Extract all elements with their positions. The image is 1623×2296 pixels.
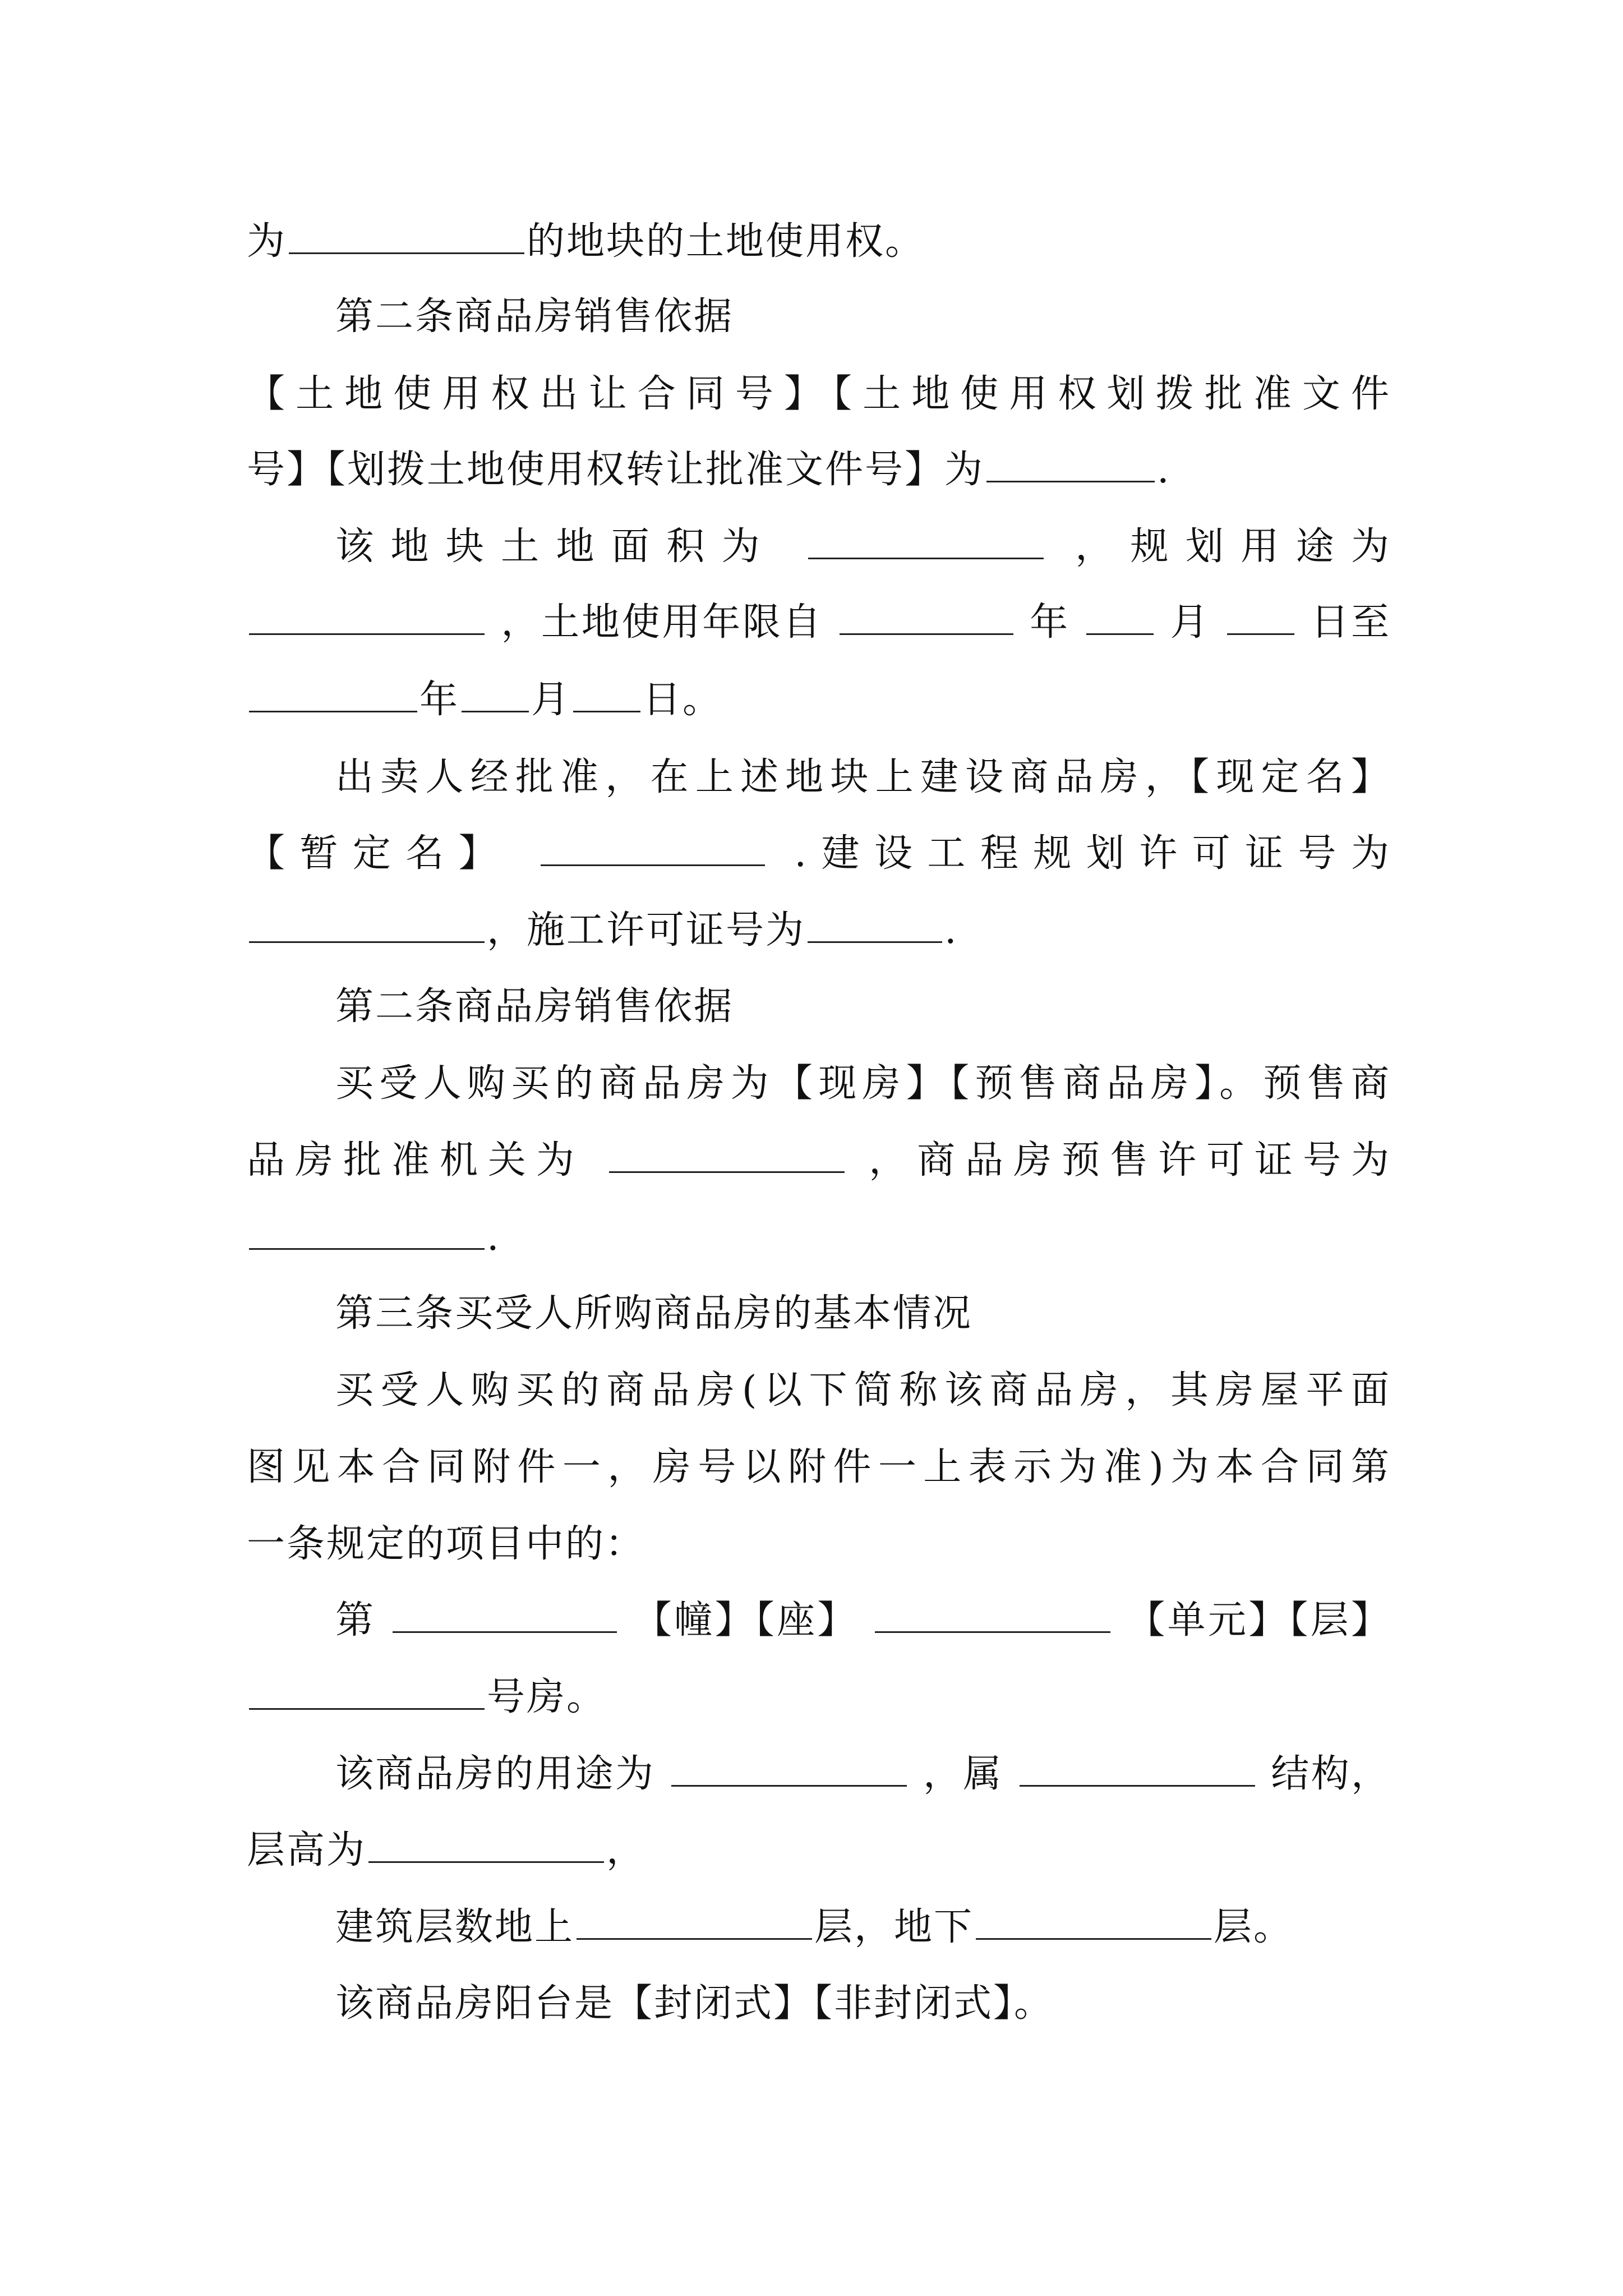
text: 为 (247, 219, 287, 264)
text: 号】【划拨土地使用权转让批准文件号】为 (247, 448, 985, 492)
blank-line (1020, 1750, 1255, 1787)
text: . (944, 908, 958, 953)
text: . (487, 1215, 501, 1259)
para-line (247, 1825, 1391, 1876)
para-line (335, 1902, 1391, 1953)
text: 结构， (1271, 1752, 1391, 1796)
blank-line (249, 1213, 485, 1250)
para-line: 【土地使用权出让合同号】【土地使用权划拨批准文件 (247, 372, 1391, 416)
blank-line (986, 446, 1155, 482)
text: 月 (1170, 600, 1211, 645)
para-line: 图见本合同附件一，房号以附件一上表示为准)为本合同第 (247, 1445, 1391, 1489)
text: 月 (531, 678, 571, 722)
text: ， (606, 1828, 647, 1872)
text: ，土地使用年限自 (501, 600, 823, 645)
text: 的地块的土地使用权。 (527, 219, 925, 264)
text: 年 (419, 678, 460, 722)
blank-line (808, 907, 942, 943)
blank-line (976, 1903, 1211, 1940)
text: 号房。 (487, 1675, 607, 1719)
para-line: 出卖人经批准，在上述地块上建设商品房，【现定名】 (335, 755, 1391, 799)
blank-line (462, 676, 529, 712)
para-line (247, 1135, 1391, 1186)
text: ，施工许可证号为 (487, 908, 806, 953)
text: 层高为 (247, 1828, 367, 1872)
section-heading: 第二条商品房销售依据 (335, 295, 734, 339)
para-line (335, 1749, 1391, 1800)
para-line (247, 217, 1391, 267)
para-line (247, 1212, 1391, 1263)
blank-line (393, 1596, 617, 1633)
text: 【幢】【座】 (634, 1598, 858, 1642)
blank-line (671, 1750, 907, 1787)
para-line (335, 522, 1391, 572)
section-heading: 第三条买受人所购商品房的基本情况 (335, 1291, 973, 1336)
text: 层，地下 (814, 1905, 974, 1949)
blank-line (541, 830, 765, 866)
para-line (247, 1672, 1391, 1723)
blank-line (808, 523, 1044, 559)
para-line: 买受人购买的商品房为【现房】【预售商品房】。预售商 (335, 1061, 1391, 1106)
para-line (247, 675, 1391, 725)
blank-line (609, 1137, 845, 1173)
text: ，规划用途为 (1075, 524, 1391, 569)
para-line (247, 829, 1391, 879)
blank-line (840, 599, 1013, 635)
blank-line (573, 676, 640, 712)
text: 该地块土地面积为 (335, 524, 777, 569)
text: .建设工程规划许可证号为 (794, 831, 1391, 876)
text: 日。 (643, 678, 723, 722)
para-line: 买受人购买的商品房(以下简称该商品房，其房屋平面 (335, 1368, 1391, 1412)
text: 日至 (1311, 600, 1391, 645)
para-line (247, 445, 1391, 495)
blank-line (249, 907, 485, 943)
text: 年 (1030, 600, 1070, 645)
blank-line (249, 599, 485, 635)
blank-line (1086, 599, 1154, 635)
para-line (247, 597, 1391, 648)
text: ，属 (923, 1752, 1003, 1796)
text: 品房批准机关为 (247, 1138, 584, 1182)
para-line (335, 1595, 1391, 1646)
blank-line (289, 218, 524, 254)
para-line: 一条规定的项目中的： (247, 1522, 645, 1566)
para-line (247, 905, 1391, 956)
blank-line (249, 676, 417, 712)
para-line: 该商品房阳台是【封闭式】【非封闭式】。 (335, 1981, 1054, 2026)
text: . (1157, 448, 1171, 492)
text: ，商品房预售许可证号为 (869, 1138, 1391, 1182)
text: 该商品房的用途为 (335, 1752, 656, 1796)
blank-line (249, 1673, 485, 1710)
text: 【暂定名】 (247, 831, 512, 876)
blank-line (577, 1903, 812, 1940)
blank-line (875, 1596, 1110, 1633)
blank-line (1227, 599, 1294, 635)
text: 建筑层数地上 (335, 1905, 575, 1949)
text: 层。 (1214, 1905, 1294, 1949)
blank-line (368, 1826, 604, 1863)
section-heading: 第二条商品房销售依据 (335, 984, 734, 1029)
text: 【单元】【层】 (1127, 1598, 1391, 1642)
text: 第 (335, 1598, 376, 1642)
